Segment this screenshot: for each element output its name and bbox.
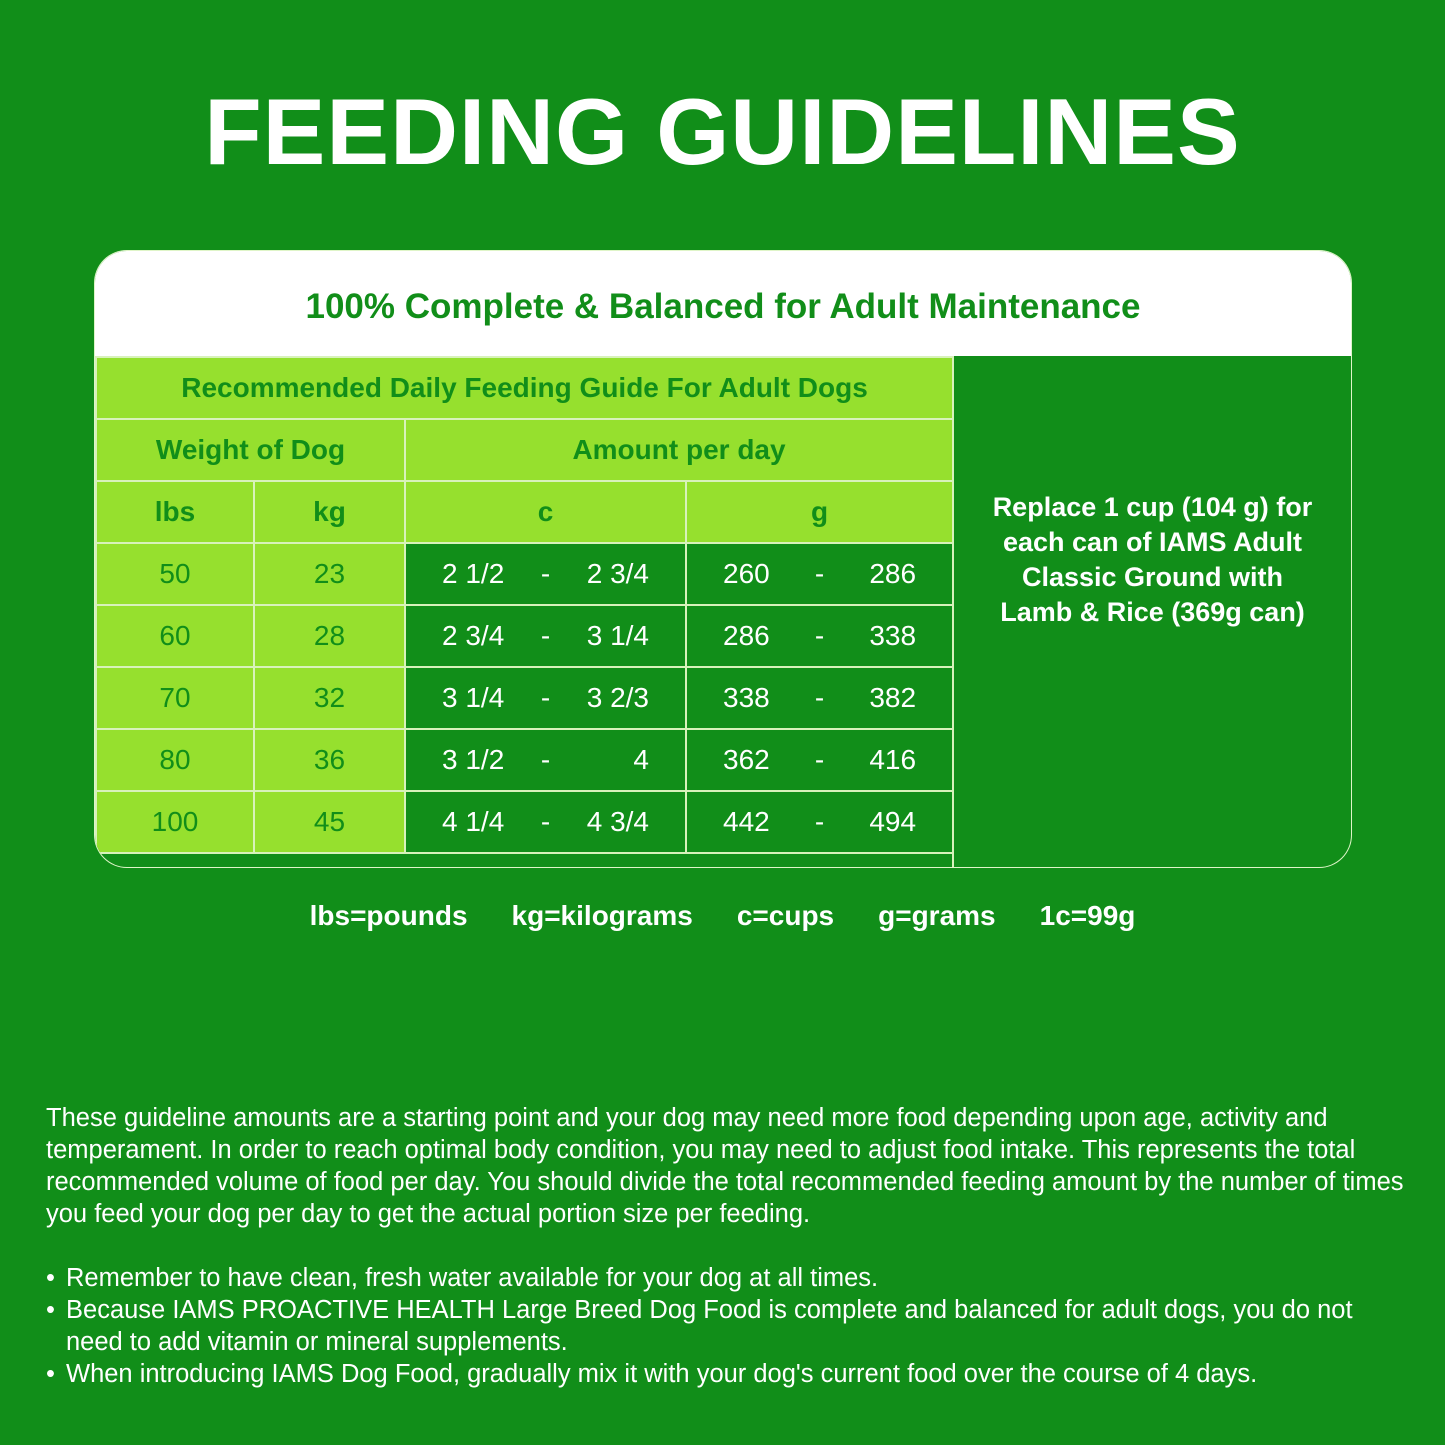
range-dash: - [540,744,551,775]
cups-cell [405,729,686,791]
grams-min: 260 [723,558,770,589]
table-row [96,667,953,729]
lbs-cell: 60 [96,605,254,667]
grams-cell [686,791,953,853]
range-dash: - [814,558,825,589]
unit-grams: g [686,481,953,543]
weight-header: Weight of Dog [96,419,405,481]
side-note [952,356,1351,867]
cups-min: 3 1/4 [442,682,505,713]
legend-grams: g=grams [878,900,996,931]
kg-cell: 36 [254,729,405,791]
cups-max: 4 3/4 [586,806,649,837]
grams-cell [686,543,953,605]
bullet-icon: • [46,1360,55,1388]
side-note-text: Replace 1 cup (104 g) for each can of IAMS Adult Classic Ground with Lamb & Rice (369g can) [992,491,1313,627]
list-item [46,1294,1416,1358]
range-dash: - [540,558,551,589]
range-dash: - [540,806,551,837]
kg-cell: 45 [254,791,405,853]
grams-min: 362 [723,744,770,775]
legend-cups: c=cups [736,900,835,931]
cups-cell [405,605,686,667]
table-row [96,791,953,853]
kg-cell: 32 [254,667,405,729]
grams-max: 338 [869,620,917,651]
grams-max: 382 [869,682,917,713]
cups-min: 2 1/2 [442,558,505,589]
grams-min: 338 [723,682,770,713]
grams-min: 442 [723,806,770,837]
grams-cell [686,605,953,667]
list-item [46,1262,1416,1294]
cups-cell [405,543,686,605]
table-row [96,729,953,791]
range-dash: - [814,620,825,651]
grams-cell [686,667,953,729]
cups-max: 3 1/4 [586,620,649,651]
bullet-text: When introducing IAMS Dog Food, gradually mix it with your dog's current food over the course of 4 days. [66,1360,1258,1388]
cups-max: 3 2/3 [586,682,649,713]
amount-header: Amount per day [405,419,953,481]
unit-legend [0,900,1445,932]
lbs-cell: 100 [96,791,254,853]
lbs-cell: 80 [96,729,254,791]
feeding-card [95,251,1351,867]
cups-min: 4 1/4 [442,806,505,837]
table-row [96,543,953,605]
legend-conversion: 1c=99g [1039,900,1136,931]
grams-max: 494 [869,806,917,837]
lbs-cell: 70 [96,667,254,729]
legend-kg: kg=kilograms [511,900,693,931]
range-dash: - [540,620,551,651]
range-dash: - [814,682,825,713]
lbs-cell: 50 [96,543,254,605]
bullet-icon: • [46,1264,55,1292]
range-dash: - [814,744,825,775]
feeding-table [95,356,954,854]
cups-min: 2 3/4 [442,620,505,651]
cups-min: 3 1/2 [442,744,505,775]
bullet-text: Because IAMS PROACTIVE HEALTH Large Breed Dog Food is complete and balanced for adult dogs, you do not need to add vitamin or mineral supplements. [66,1296,1353,1356]
range-dash: - [814,806,825,837]
grams-max: 416 [869,744,917,775]
grams-max: 286 [869,558,917,589]
list-item [46,1358,1416,1390]
guideline-paragraph: These guideline amounts are a starting point and your dog may need more food depending upon age, activity and temperament. In order to reach optimal body condition, you may need to adjust food intake. This represents the total recommended volume of food per day. You should divide the total recommended feeding amount by the number of times you feed your dog per day to get the actual portion size per feeding. [46,1104,1404,1228]
unit-cups: c [405,481,686,543]
range-dash: - [540,682,551,713]
bullet-text: Remember to have clean, fresh water available for your dog at all times. [66,1264,879,1292]
cups-max: 2 3/4 [586,558,649,589]
kg-cell: 28 [254,605,405,667]
grams-cell [686,729,953,791]
cups-cell [405,791,686,853]
cups-cell [405,667,686,729]
tips-list [46,1262,1416,1390]
bullet-icon: • [46,1296,55,1324]
guide-title: Recommended Daily Feeding Guide For Adult Dogs [96,357,953,419]
kg-cell: 23 [254,543,405,605]
legend-lbs: lbs=pounds [309,900,468,931]
unit-kg: kg [254,481,405,543]
grams-min: 286 [723,620,770,651]
cups-max: 4 [633,744,649,775]
page-title: FEEDING GUIDELINES [204,79,1241,184]
unit-lbs: lbs [96,481,254,543]
table-row [96,605,953,667]
card-header: 100% Complete & Balanced for Adult Maintenance [95,251,1351,356]
